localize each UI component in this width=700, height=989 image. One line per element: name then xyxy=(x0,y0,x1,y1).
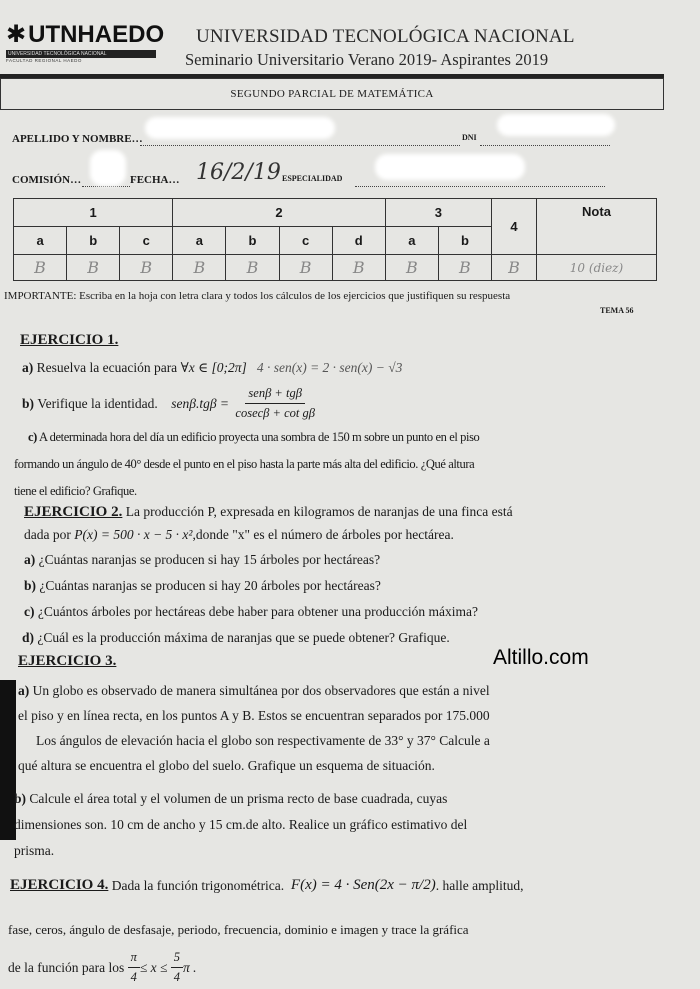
ex1-a-label: a) xyxy=(22,360,34,375)
grade-header-nota xyxy=(537,199,657,255)
ex1-title: EJERCICIO 1. xyxy=(20,332,119,348)
ex1-a-equation: 4 · sen(x) = 2 · sen(x) − √3 xyxy=(256,360,403,375)
exam-title-box xyxy=(0,78,664,110)
ex3-title: EJERCICIO 3. xyxy=(18,653,117,669)
ex1-b-lhs: senβ.tgβ = xyxy=(171,396,230,411)
ex1-c-line3: tiene el edificio? Grafique. xyxy=(14,484,137,498)
ex3-a-line3: Los ángulos de elevación hacia el globo son respectivamente de 33° y 37° Calcule a xyxy=(36,733,490,748)
ex2-c: c) ¿Cuántos árboles por hectáreas debe haber para obtener una producción máxima? xyxy=(24,604,478,619)
sub-1b: b xyxy=(67,227,120,255)
logo-subtitle-2: FACULTAD REGIONAL HAEDO xyxy=(6,58,82,63)
ex4-function: F(x) = 4 · Sen(2x − π/2) xyxy=(290,877,436,893)
ex3-b-line1: Calcule el área total y el volumen de un prisma recto de base cuadrada, cuyas xyxy=(29,791,448,806)
grade-header-3: 3 xyxy=(385,199,491,227)
ex4-text1: Dada la función trigonométrica. xyxy=(111,878,285,893)
ex1-a-domain: ∀x ∈ [0;2π] xyxy=(180,360,247,375)
ex3-a-label: a) xyxy=(18,683,30,698)
mark-2c: B xyxy=(279,255,332,281)
ex3-b xyxy=(14,786,698,864)
ex1-c-line2: formando un ángulo de 40° desde el punto en el piso hasta la parte más alta del edificio. ¿Qué altura xyxy=(14,457,475,471)
mark-1b: B xyxy=(67,255,120,281)
grade-header-1: 1 xyxy=(14,199,173,227)
ex2-intro xyxy=(24,502,664,522)
mark-1c: B xyxy=(120,255,173,281)
sub-2c: c xyxy=(279,227,332,255)
ex1-b-numerator: senβ + tgβ xyxy=(245,384,305,404)
ex4-text3: de la función para los xyxy=(8,960,125,975)
exam-title: SEGUNDO PARCIAL DE MATEMÁTICA xyxy=(230,88,434,100)
ex2-intro-2 xyxy=(24,525,454,544)
grade-header-2: 2 xyxy=(173,199,385,227)
redacted-especialidad xyxy=(375,154,525,180)
ex4-range-right: $\frac{5}{4}$ xyxy=(171,948,183,987)
university-name: UNIVERSIDAD TECNOLÓGICA NACIONAL xyxy=(196,26,575,47)
ex4-text1b: . halle amplitud, xyxy=(435,878,524,893)
tema-label: TEMA 56 xyxy=(600,306,634,315)
ex1-b-fraction xyxy=(232,384,318,423)
apellido-line xyxy=(140,145,460,146)
ex3-a-line1: Un globo es observado de manera simultánea por dos observadores que están a nivel xyxy=(32,683,490,698)
mark-3b: B xyxy=(438,255,491,281)
ex1-b xyxy=(22,384,318,423)
ex1-c xyxy=(14,424,668,505)
comision-line xyxy=(82,186,130,187)
ex1-a xyxy=(22,358,402,377)
grade-header-row xyxy=(14,199,657,227)
sub-1a: a xyxy=(14,227,67,255)
sub-2a: a xyxy=(173,227,226,255)
ex4-range-left: $\frac{\pi}{4}$ xyxy=(128,948,140,987)
nota-label: Nota xyxy=(582,204,611,219)
seminar-name: Seminario Universitario Verano 2019- Aspirantes 2019 xyxy=(185,50,549,69)
fecha-value: 16/2/19 xyxy=(196,160,281,185)
ex2-formula: P(x) = 500 · x − 5 · x² xyxy=(74,527,193,542)
mark-2d: B xyxy=(332,255,385,281)
gear-icon: ✱ xyxy=(6,21,27,48)
ex3-b-label: b) xyxy=(14,791,27,806)
comision-label: COMISIÓN… xyxy=(12,174,82,186)
ex4-line1 xyxy=(10,876,700,895)
sub-2b: b xyxy=(226,227,279,255)
ex1-a-text: Resuelva la ecuación para xyxy=(36,360,178,375)
ex4-title: EJERCICIO 4. xyxy=(10,877,109,893)
ex4-range-mid: ≤ x ≤ xyxy=(139,960,168,975)
sub-3a: a xyxy=(385,227,438,255)
important-note: IMPORTANTE: Escriba en la hoja con letra clara y todos los cálculos de los ejercicios que justifiquen su respuesta xyxy=(4,290,511,302)
mark-3a: B xyxy=(385,255,438,281)
fecha-label: FECHA… xyxy=(130,174,180,186)
especialidad-label: ESPECIALIDAD xyxy=(282,174,343,183)
mark-2a: B xyxy=(173,255,226,281)
redacted-comision xyxy=(90,150,126,186)
mark-4: B xyxy=(492,255,537,281)
ex2-intro-line1: La producción P, expresada en kilogramos de naranjas de una finca está xyxy=(125,504,513,519)
ex4-line3 xyxy=(8,948,197,987)
nota-value: 10 (diez) xyxy=(537,255,657,281)
ex4-line2: fase, ceros, ángulo de desfasaje, periodo, frecuencia, dominio e imagen y trace la gráfica xyxy=(8,922,469,937)
sub-1c: c xyxy=(120,227,173,255)
ex1-b-label: b) xyxy=(22,396,35,411)
ex2-intro-line2: ,donde "x" es el número de árboles por hectárea. xyxy=(192,527,454,542)
ex1-b-denominator: cosecβ + cot gβ xyxy=(235,406,315,420)
sub-3b: b xyxy=(438,227,491,255)
ex2-b: b) ¿Cuántas naranjas se producen si hay 20 árboles por hectáreas? xyxy=(24,578,381,593)
ex2-d: d) ¿Cuál es la producción máxima de naranjas que se puede obtener? Grafique. xyxy=(22,630,450,645)
grade-marks-row xyxy=(14,255,657,281)
ex1-b-text: Verifique la identidad. xyxy=(37,396,158,411)
ex2-title: EJERCICIO 2. xyxy=(24,504,123,520)
ex1-c-label: c) xyxy=(28,430,37,444)
especialidad-line xyxy=(355,186,605,187)
apellido-label: APELLIDO Y NOMBRE… xyxy=(12,133,143,145)
logo-subtitle: UNIVERSIDAD TECNOLÓGICA NACIONAL xyxy=(6,50,156,58)
grade-header-4: 4 xyxy=(492,199,537,255)
ex3-a xyxy=(18,678,698,778)
ex4-range-tail: π . xyxy=(183,960,197,975)
mark-2b: B xyxy=(226,255,279,281)
ex3-b-line3: prisma. xyxy=(14,843,55,858)
dni-label: DNI xyxy=(462,133,477,142)
dni-line xyxy=(480,145,610,146)
ex3-a-line2: el piso y en línea recta, en los puntos A y B. Estos se encuentran separados por 175.000 xyxy=(18,708,490,723)
ex2-a: a) ¿Cuántas naranjas se producen si hay 15 árboles por hectáreas? xyxy=(24,552,381,567)
grade-table xyxy=(13,198,657,281)
ex3-b-line2: dimensiones son. 10 cm de ancho y 15 cm.de alto. Realice un gráfico estimativo del xyxy=(14,817,468,832)
redacted-name xyxy=(145,117,335,139)
utn-logo xyxy=(6,20,166,63)
ex3-a-line4: qué altura se encuentra el globo del suelo. Grafique un esquema de situación. xyxy=(18,758,435,773)
watermark: Altillo.com xyxy=(493,646,589,669)
redacted-dni xyxy=(497,114,615,136)
sub-2d: d xyxy=(332,227,385,255)
logo-text: UTNHAEDO xyxy=(28,20,165,48)
ex2-dada-por: dada por xyxy=(24,527,71,542)
mark-1a: B xyxy=(14,255,67,281)
ex1-c-line1: A determinada hora del día un edificio proyecta una sombra de 150 m sobre un punto en el piso xyxy=(38,430,480,444)
